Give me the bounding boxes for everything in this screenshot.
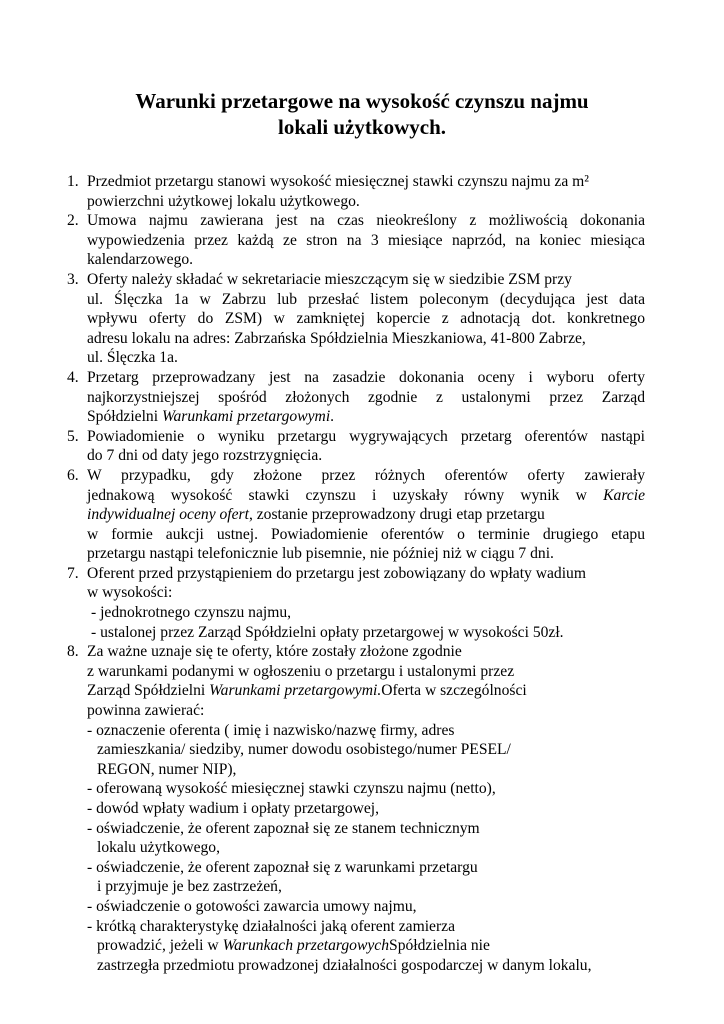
item-text: wypowiedzenia przez każdą ze stron na 3 miesiące naprzód, na koniec miesiąca <box>87 231 645 249</box>
item-text: do 7 dni od daty jego rozstrzygnięcia. <box>87 447 323 465</box>
item-text <box>87 407 645 427</box>
item-text: wpływu oferty do ZSM) w zamkniętej kopercie z adnotacją dot. konkretnego <box>87 310 645 328</box>
item-text: najkorzystniejszej spośród złożonych zgodnie z ustalonymi przez Zarząd <box>87 388 645 406</box>
item-text <box>87 486 645 506</box>
sub-item: - oświadczenie, że oferent zapoznał się z warunkami przetargu <box>87 858 478 876</box>
item-text-segment: . <box>330 408 335 426</box>
item-text: ul. Ślęczka 1a w Zabrzu lub przesłać listem poleconym (decydująca jest data <box>87 290 645 308</box>
item-text-segment: , zostanie przeprowadzony drugi etap przetargu <box>248 506 545 524</box>
item-text-segment: Zarząd Spółdzielni <box>87 682 210 700</box>
italic-reference: indywidualnej oceny ofert <box>87 506 249 524</box>
item-number: 7. <box>67 564 79 582</box>
sub-item: i przyjmuje je bez zastrzeżeń, <box>97 878 282 896</box>
item-text: Umowa najmu zawierana jest na czas nieokreślony z możliwością dokonania <box>87 212 645 230</box>
item-number: 8. <box>67 643 79 661</box>
document-title-line2: lokali użytkowych. <box>277 115 447 139</box>
item-text <box>87 681 645 701</box>
item-text: Za ważne uznaje się te oferty, które zostały złożone zgodnie <box>87 643 462 661</box>
item-text-segment: prowadzić, jeżeli w <box>97 937 223 955</box>
sub-item: - dowód wpłaty wadium i opłaty przetargowej, <box>87 800 380 817</box>
item-number: 1. <box>67 173 79 190</box>
list-item-8 <box>67 642 645 975</box>
item-text: powinna zawierać: <box>87 702 205 720</box>
list-item-3 <box>67 270 645 368</box>
item-text-segment: jednakową wysokość stawki czynszu i uzyskały równy wynik w <box>87 486 604 504</box>
list-item-2 <box>67 211 645 270</box>
item-number: 5. <box>67 427 79 445</box>
item-text-segment: Spółdzielnia nie <box>389 937 490 955</box>
sub-item: zamieszkania/ siedziby, numer dowodu osobistego/numer PESEL/ <box>97 741 511 759</box>
document-title-line1: Warunki przetargowe na wysokość czynszu najmu <box>135 89 589 113</box>
item-text: w formie aukcji ustnej. Powiadomienie oferentów o terminie drugiego etapu <box>87 525 645 543</box>
sub-item: REGON, numer NIP), <box>97 760 237 778</box>
sub-item: - ustalonej przez Zarząd Spółdzielni opłaty przetargowej w wysokości 50zł. <box>91 623 564 641</box>
item-text: Przetarg przeprowadzany jest na zasadzie dokonania oceny i wyboru oferty <box>87 368 645 386</box>
item-text <box>87 505 645 525</box>
item-text: Oferent przed przystąpieniem do przetargu jest zobowiązany do wpłaty wadium <box>87 564 586 582</box>
italic-reference: Karcie <box>603 486 645 504</box>
item-number: 4. <box>67 368 79 386</box>
italic-reference: Warunkach przetargowych <box>222 937 390 955</box>
sub-item: lokalu użytkowego, <box>97 839 220 857</box>
sub-item: zastrzegła przedmiotu prowadzonej działalności gospodarczej w danym lokalu, <box>97 956 592 974</box>
item-text: ul. Ślęczka 1a. <box>87 349 178 367</box>
list-item-5 <box>67 427 645 466</box>
item-text: przetargu nastąpi telefonicznie lub pisemnie, nie później niż w ciągu 7 dni. <box>87 545 554 563</box>
sub-item: - jednokrotnego czynszu najmu, <box>91 604 292 622</box>
item-text-segment: Oferta w szczególności <box>381 682 527 700</box>
item-number: 2. <box>67 212 79 230</box>
sub-item: - krótką charakterystykę działalności jaką oferent zamierza <box>87 917 455 935</box>
sub-item: - oferowaną wysokość miesięcznej stawki czynszu najmu (netto), <box>87 780 496 798</box>
sub-item <box>87 936 645 956</box>
item-number: 6. <box>67 466 79 484</box>
item-text-segment: Spółdzielni <box>87 408 162 426</box>
item-text: Przedmiot przetargu stanowi wysokość miesięcznej stawki czynszu najmu za m² <box>87 173 589 190</box>
item-text: Oferty należy składać w sekretariacie mieszczącym się w siedzibie ZSM przy <box>87 270 572 288</box>
sub-item: - oświadczenie o gotowości zawarcia umowy najmu, <box>87 897 417 915</box>
conditions-list <box>67 172 645 975</box>
item-text: powierzchni użytkowej lokalu użytkowego. <box>87 192 360 210</box>
italic-reference: Warunkami przetargowymi <box>161 408 331 426</box>
item-text: kalendarzowego. <box>87 251 194 269</box>
item-number: 3. <box>67 270 79 288</box>
sub-item: - oświadczenie, że oferent zapoznał się ze stanem technicznym <box>87 819 480 837</box>
item-text: adresu lokalu na adres: Zabrzańska Spółdzielnia Mieszkaniowa, 41-800 Zabrze, <box>87 329 586 347</box>
sub-item: - oznaczenie oferenta ( imię i nazwisko/nazwę firmy, adres <box>87 721 455 739</box>
item-text: w wysokości: <box>87 584 173 602</box>
list-item-4 <box>67 368 645 427</box>
item-text: Powiadomienie o wyniku przetargu wygrywających przetarg oferentów nastąpi <box>87 427 645 445</box>
list-item-1 <box>67 172 645 211</box>
italic-reference: Warunkami przetargowymi. <box>209 682 382 700</box>
list-item-7 <box>67 564 645 642</box>
item-text: z warunkami podanymi w ogłoszeniu o przetargu i ustalonymi przez <box>87 662 515 680</box>
list-item-6 <box>67 466 645 564</box>
item-text: W przypadku, gdy złożone przez różnych oferentów oferty zawierały <box>87 466 645 484</box>
